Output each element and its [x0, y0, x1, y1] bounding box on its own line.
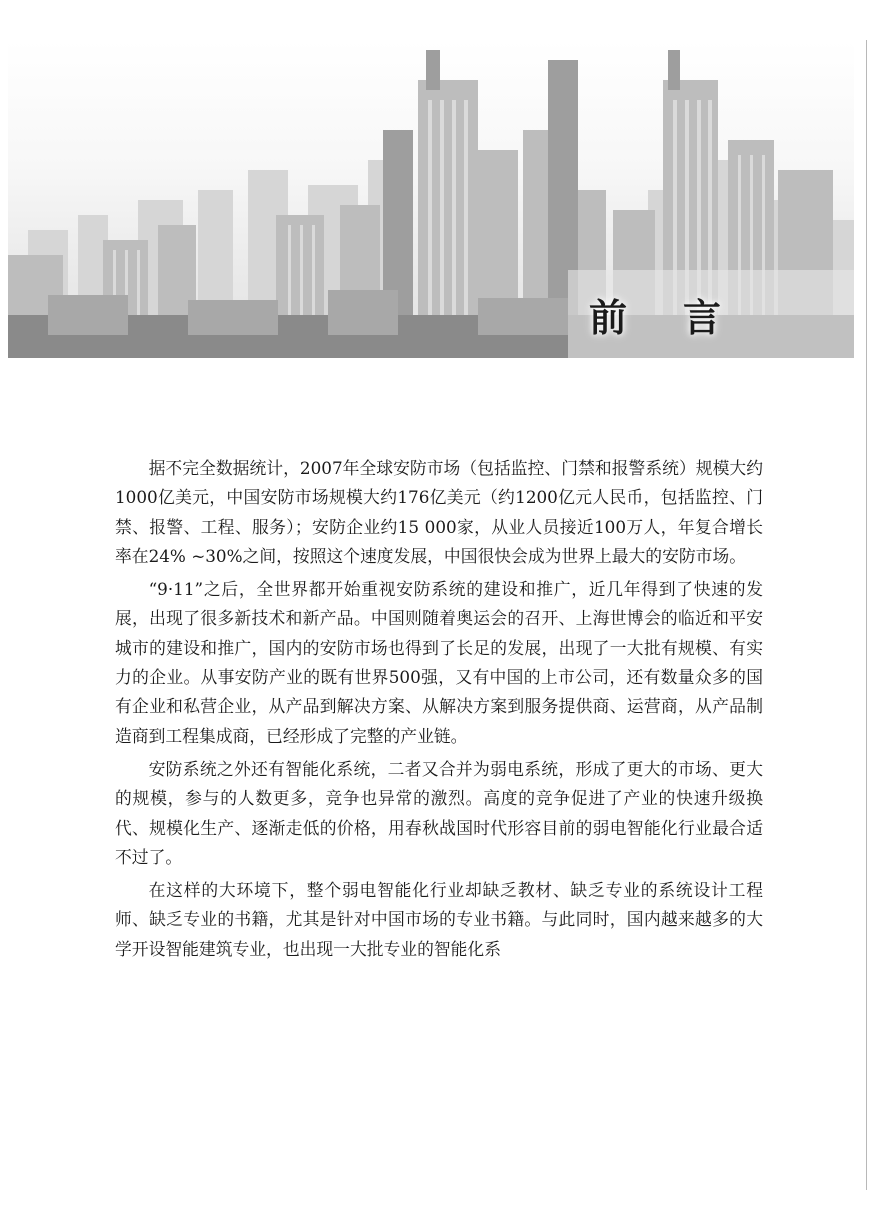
body-text [115, 454, 763, 968]
preface-title-char-1: 前 [588, 295, 627, 340]
paragraph-4: 在这样的大环境下，整个弱电智能化行业却缺乏教材、缺乏专业的系统设计工程师、缺乏专业的书籍，尤其是针对中国市场的专业书籍。与此同时，国内越来越多的大学开设智能建筑专业，也出现一大批专业的智能化系 [115, 880, 763, 959]
paragraph-2: “9·11”之后，全世界都开始重视安防系统的建设和推广，近几年得到了快速的发展，出现了很多新技术和新产品。中国则随着奥运会的召开、上海世博会的临近和平安城市的建设和推广，国内的安防市场也得到了长足的发展，出现了一大批有规模、有实力的企业。从事安防产业的既有世界500强，又有中国的上市公司，还有数量众多的国有企业和私营企业，从产品到解决方案、从解决方案到服务提供商、运营商，从产品制造商到工程集成商，已经形成了完整的产业链。 [115, 579, 763, 746]
preface-title-char-2: 言 [682, 295, 721, 340]
preface-title [580, 290, 730, 346]
page-edge-line [866, 40, 867, 1190]
paragraph-1: 据不完全数据统计，2007年全球安防市场（包括监控、门禁和报警系统）规模大约1000亿美元，中国安防市场规模大约176亿美元（约1200亿元人民币，包括监控、门禁、报警、工程、服务）；安防企业约15 000家，从业人员接近100万人，年复合增长率在24% ~30%之间，按照这个速度发展，中国很快会成为世界上最大的安防市场。 [115, 458, 763, 566]
paragraph-3: 安防系统之外还有智能化系统，二者又合并为弱电系统，形成了更大的市场、更大的规模，参与的人数更多，竞争也异常的激烈。高度的竞争促进了产业的快速升级换代、规模化生产、逐渐走低的价格，用春秋战国时代形容目前的弱电智能化行业最合适不过了。 [115, 758, 763, 867]
header-banner [8, 40, 854, 358]
